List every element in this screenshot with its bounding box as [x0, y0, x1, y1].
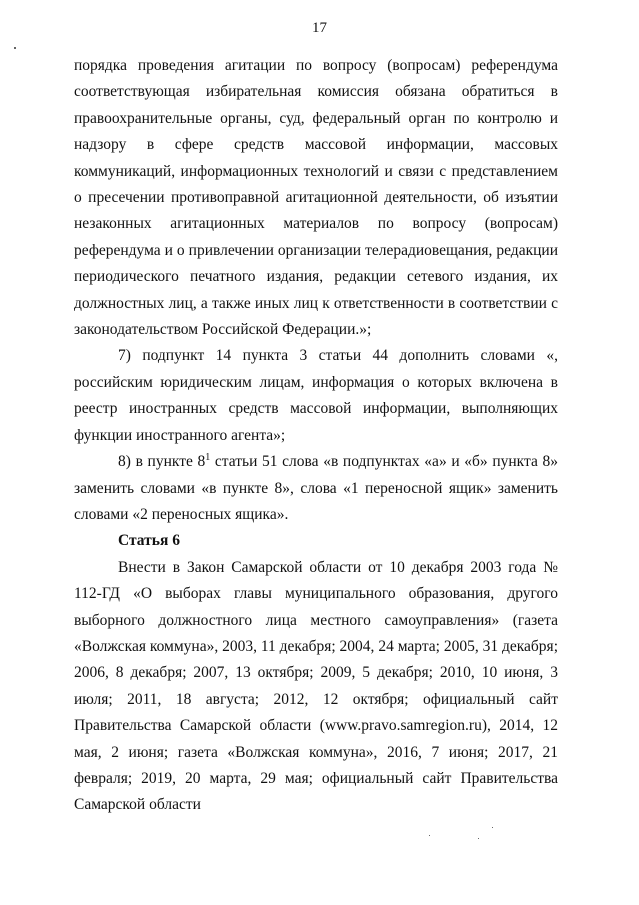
- document-body: [74, 53, 558, 819]
- list-item-8: [74, 449, 558, 528]
- article-paragraph: Внести в Закон Самарской области от 10 декабря 2003 года № 112-ГД «О выборах главы муниципального образования, другого выборного должностного лица местного самоуправления» (газета «Волжская коммуна», 2003, 11 декабря; 2004, 24 марта; 2005, 31 декабря; 2006, 8 декабря; 2007, 13 октября; 2009, 5 декабря; 2010, 10 июня, 3 июля; 2011, 18 августа; 2012, 12 октября; официальный сайт Правительства Самарской области (www.pravo.samregion.ru), 2014, 12 мая, 2 июня; газета «Волжская коммуна», 2016, 7 июня; 2017, 21 февраля; 2019, 20 марта, 29 мая; официальный сайт Правительства Самарской области: [74, 558, 558, 814]
- scan-speck: [429, 835, 430, 836]
- scan-speck: [478, 838, 479, 839]
- page-number: 17: [312, 20, 327, 36]
- scan-speck: [14, 47, 16, 49]
- scan-speck: [492, 827, 493, 828]
- paragraph-continuation: порядка проведения агитации по вопросу (вопросам) референдума соответствующая избирательная комиссия обязана обратиться в правоохранительные органы, суд, федеральный орган по контролю и надзору в сфере средств массовой информации, массовых коммуникаций, информационных технологий и связи с представлением о пресечении противоправной агитационной деятельности, об изъятии незаконных агитационных материалов по вопросу (вопросам) референдума и о привлечении организации телерадиовещания, редакции периодического печатного издания, редакции сетевого издания, их должностных лиц, а также иных лиц к ответственности в соответствии с законодательством Российской Федерации.»;: [74, 57, 558, 339]
- list-item-8-start: 8) в пункте 8: [118, 453, 206, 471]
- superscript: 1: [205, 451, 211, 463]
- list-item-8-rest: статьи 51 слова «в подпунктах «а» и «б» пункта 8» заменить словами «в пункте 8», слова «1 переносной ящик» заменить словами «2 переносных ящика».: [74, 453, 558, 523]
- list-item-7: 7) подпункт 14 пункта 3 статьи 44 дополнить словами «, российским юридическим лицам, информация о которых включена в реестр иностранных средств массовой информации, выполняющих функции иностранного агента»;: [74, 347, 558, 444]
- article-heading: Статья 6: [118, 532, 180, 550]
